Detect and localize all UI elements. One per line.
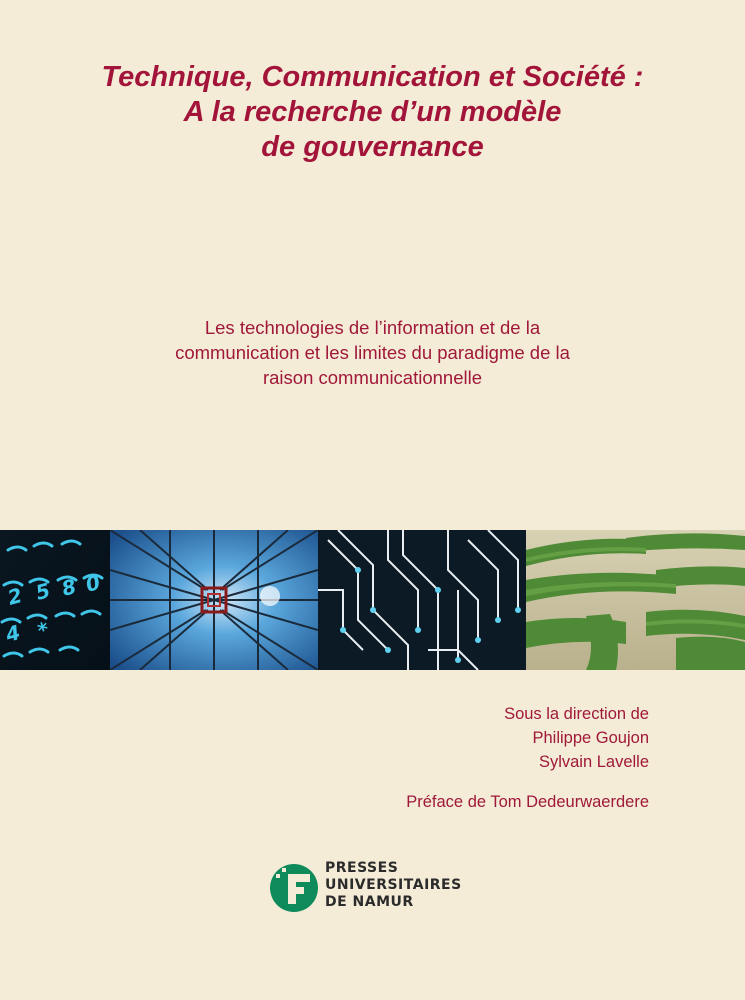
svg-text:5: 5 bbox=[33, 578, 53, 605]
image-band bbox=[0, 530, 745, 670]
phone-keypad-image bbox=[0, 530, 110, 670]
svg-text:2: 2 bbox=[5, 583, 25, 610]
publisher-line-2: UNIVERSITAIRES bbox=[325, 877, 462, 893]
circuit-board-image bbox=[318, 530, 526, 670]
hedge-maze-image bbox=[526, 530, 745, 670]
title-line-1: Technique, Communication et Société : bbox=[101, 61, 644, 93]
book-title bbox=[0, 60, 745, 165]
book-subtitle bbox=[0, 315, 745, 390]
editors-block bbox=[504, 702, 649, 774]
svg-text:0: 0 bbox=[83, 570, 103, 597]
editor-name-1: Philippe Goujon bbox=[532, 729, 649, 747]
subtitle-line-2: communication et les limites du paradigme de la bbox=[175, 342, 570, 363]
subtitle-line-3: raison communicationnelle bbox=[262, 367, 483, 388]
svg-text:*: * bbox=[35, 616, 52, 643]
power-pylon-image bbox=[110, 530, 318, 670]
svg-text:4: 4 bbox=[3, 620, 23, 647]
publisher-line-3: DE NAMUR bbox=[325, 894, 414, 910]
publisher-logo bbox=[268, 860, 508, 920]
title-line-3: de gouvernance bbox=[261, 131, 484, 163]
publisher-line-1: PRESSES bbox=[325, 860, 399, 876]
preface-credit: Préface de Tom Dedeurwaerdere bbox=[406, 793, 649, 811]
editor-name-2: Sylvain Lavelle bbox=[538, 753, 649, 771]
svg-text:8: 8 bbox=[59, 574, 79, 601]
publisher-name bbox=[325, 860, 462, 911]
editors-intro: Sous la direction de bbox=[504, 705, 649, 723]
title-line-2: A la recherche d’un modèle bbox=[183, 96, 562, 128]
pun-logo-icon bbox=[268, 862, 320, 914]
subtitle-line-1: Les technologies de l’information et de la bbox=[204, 317, 541, 338]
